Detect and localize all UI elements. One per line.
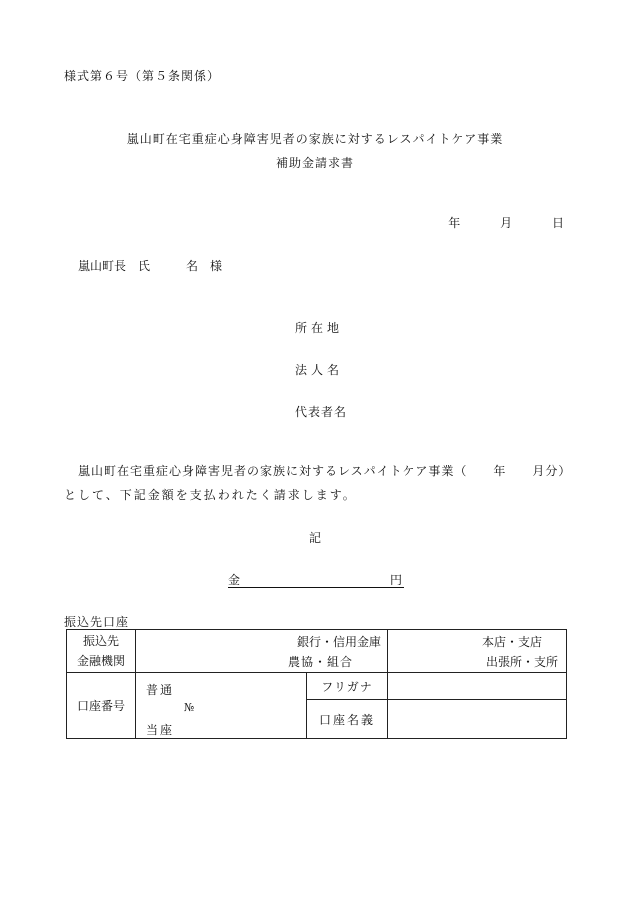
- corp-name-label: 法人名: [295, 363, 344, 377]
- date-month-label: 月: [500, 216, 513, 230]
- account-name-input-cell[interactable]: [388, 700, 567, 739]
- bank-type-1: 銀行・信用金庫: [296, 635, 381, 649]
- institution-label-2: 金融機関: [76, 654, 125, 668]
- document-title: 嵐山町在宅重症心身障害児者の家族に対するレスパイトケア事業: [126, 132, 504, 146]
- account-number-label-cell: [67, 673, 136, 739]
- body-text-line-2: として、下記金額を支払われたく請求します。: [64, 488, 357, 502]
- representative-label: 代表者名: [295, 405, 348, 419]
- amount-prefix: 金: [228, 573, 241, 587]
- furigana-input-cell[interactable]: [388, 673, 567, 700]
- bank-section-heading: 振込先口座: [64, 615, 130, 629]
- furigana-label: フリガナ: [321, 679, 373, 694]
- account-name-label: 口座名義: [318, 712, 375, 727]
- amount-line: [228, 571, 404, 588]
- account-number-cell[interactable]: [136, 673, 307, 739]
- document-subtitle: 補助金請求書: [275, 156, 354, 170]
- account-no-mark: №: [184, 700, 195, 714]
- form-number: 様式第６号（第５条関係）: [64, 69, 221, 83]
- account-name-label-cell: [307, 700, 388, 739]
- table-row: [67, 673, 567, 700]
- bank-name-cell[interactable]: [136, 630, 388, 673]
- address-label: 所在地: [295, 321, 344, 335]
- account-type-1: 普通: [146, 682, 175, 697]
- account-type-2: 当座: [146, 722, 175, 737]
- record-label: 記: [308, 531, 321, 545]
- addressee: 嵐山町長 氏 名 様: [78, 259, 223, 273]
- bank-table: [66, 629, 567, 739]
- bank-type-2: 農協・組合: [287, 655, 353, 669]
- table-row: [67, 630, 567, 673]
- amount-suffix: 円: [389, 573, 402, 587]
- branch-type-2: 出張所・支所: [485, 655, 558, 669]
- institution-label-1: 振込先: [82, 634, 119, 648]
- furigana-label-cell: [307, 673, 388, 700]
- date-day-label: 日: [551, 216, 564, 230]
- account-number-label: 口座番号: [76, 699, 125, 713]
- institution-label-cell: [67, 630, 136, 673]
- date-line: [448, 214, 564, 231]
- branch-type-1: 本店・支店: [481, 635, 542, 649]
- date-year-label: 年: [448, 216, 461, 230]
- body-text-line-1: 嵐山町在宅重症心身障害児者の家族に対するレスパイトケア事業（ 年 月分）: [78, 464, 572, 478]
- branch-name-cell[interactable]: [388, 630, 567, 673]
